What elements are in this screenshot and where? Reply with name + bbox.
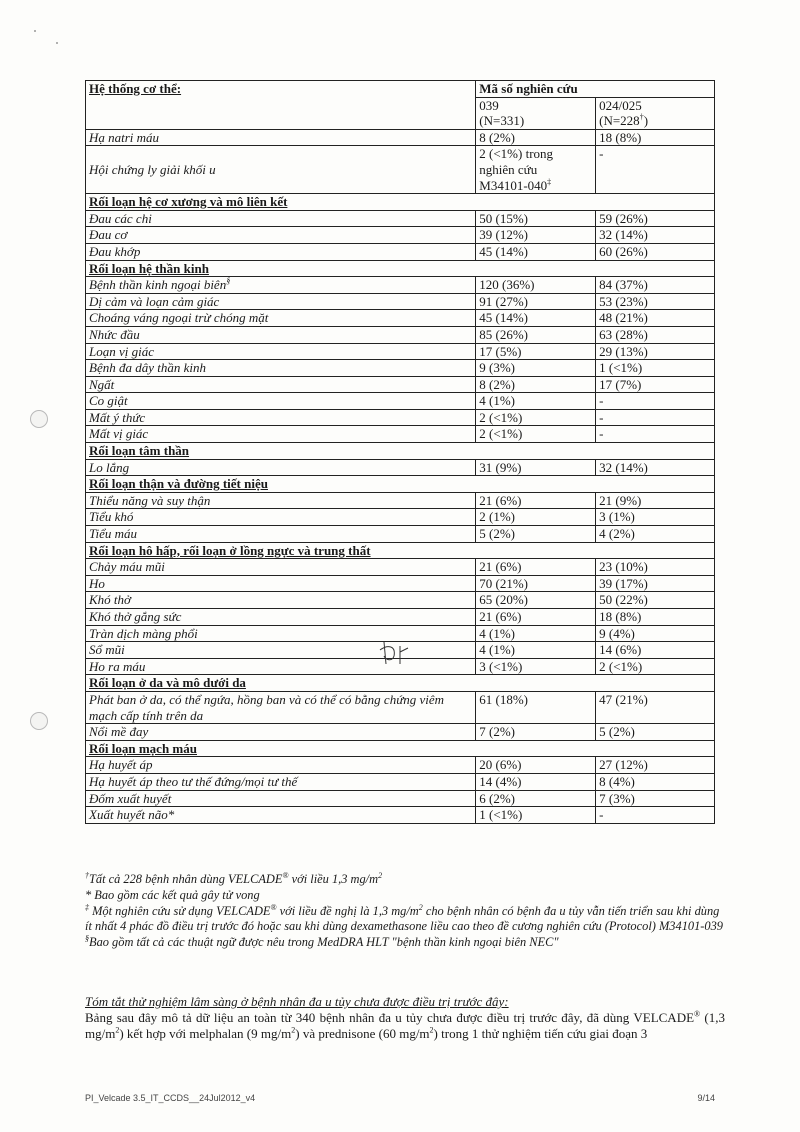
term-cell: Tiểu máu [86, 526, 476, 543]
value-cell: 20 (6%) [476, 757, 596, 774]
value-cell: 21 (9%) [596, 492, 715, 509]
summary-section [85, 994, 725, 1042]
table-row [86, 724, 715, 741]
value-cell: 91 (27%) [476, 293, 596, 310]
value-cell: 8 (2%) [476, 129, 596, 146]
value-cell: 1 (<1%) [596, 360, 715, 377]
value-cell: 63 (28%) [596, 326, 715, 343]
section-title: Rối loạn ở da và mô dưới da [86, 675, 715, 692]
table-row [86, 526, 715, 543]
table-row [86, 559, 715, 576]
term-cell: Ngất [86, 376, 476, 393]
section-title: Rối loạn hệ cơ xương và mô liên kết [86, 194, 715, 211]
footer-page-number: 9/14 [697, 1093, 715, 1103]
table-row [86, 227, 715, 244]
header-study-024-025: 024/025 (N=228†) [596, 97, 715, 129]
value-cell: 2 (1%) [476, 509, 596, 526]
section-header-row [86, 675, 715, 692]
term-cell: Đau cơ [86, 227, 476, 244]
table-row [86, 409, 715, 426]
value-cell: 48 (21%) [596, 310, 715, 327]
table-row [86, 757, 715, 774]
table-row [86, 790, 715, 807]
term-cell: Hạ natri máu [86, 129, 476, 146]
table-row [86, 426, 715, 443]
section-header-row [86, 260, 715, 277]
term-cell: Xuất huyết não* [86, 807, 476, 824]
term-cell: Nhức đầu [86, 326, 476, 343]
binder-hole-icon [30, 712, 48, 730]
section-title: Rối loạn mạch máu [86, 740, 715, 757]
term-cell: Choáng váng ngoại trừ chóng mặt [86, 310, 476, 327]
term-cell: Loạn vị giác [86, 343, 476, 360]
value-cell: 23 (10%) [596, 559, 715, 576]
summary-paragraph: Bảng sau đây mô tả dữ liệu an toàn từ 340 bệnh nhân đa u tủy chưa được điều trị trước đây, đã dùng VELCADE® (1,3 $mg/m^2$) kết hợp với melphalan (9 $mg/m^2$) và prednisone (60 $mg/m^2$) trong 1 thử nghiệm tiến cứu giai đoạn 3 [85, 1009, 725, 1041]
table-row [86, 326, 715, 343]
term-cell: Thiểu năng và suy thận [86, 492, 476, 509]
footnote-double-dagger: ‡ Một nghiên cứu sử dụng VELCADE® với liều đề nghị là 1,3 $mg/m^2$ cho bệnh nhân có bệnh đa u tủy vẫn tiến triển sau khi dùng ít nhất 4 phác đồ điều trị trước đó hoặc sau khi dùng dexamethasone liều cao theo đề cương nghiên cứu (Protocol) M34101-039 [85, 902, 723, 934]
section-title: Rối loạn hệ thần kinh [86, 260, 715, 277]
value-cell: 70 (21%) [476, 575, 596, 592]
value-cell: 29 (13%) [596, 343, 715, 360]
value-cell: 4 (1%) [476, 625, 596, 642]
value-cell: 61 (18%) [476, 691, 596, 723]
value-cell: 59 (26%) [596, 210, 715, 227]
adverse-events-table [85, 80, 715, 824]
table-row [86, 807, 715, 824]
term-cell: Đau khớp [86, 243, 476, 260]
value-cell: 32 (14%) [596, 227, 715, 244]
term-cell: Sổ mũi [86, 642, 476, 659]
table-row [86, 360, 715, 377]
term-cell: Ho [86, 575, 476, 592]
term-cell: Bệnh đa dây thần kinh [86, 360, 476, 377]
term-cell: Tiểu khó [86, 509, 476, 526]
term-cell: Đốm xuất huyết [86, 790, 476, 807]
scan-speck [56, 42, 58, 44]
table-row [86, 509, 715, 526]
term-cell: Tràn dịch màng phổi [86, 625, 476, 642]
term-cell: Mất vị giác [86, 426, 476, 443]
footer-document-id: PI_Velcade 3.5_IT_CCDS__24Jul2012_v4 [85, 1093, 256, 1103]
table-row [86, 129, 715, 146]
table-row [86, 310, 715, 327]
value-cell: 9 (4%) [596, 625, 715, 642]
value-cell: 5 (2%) [596, 724, 715, 741]
table-row [86, 575, 715, 592]
section-header-row [86, 194, 715, 211]
table-row [86, 293, 715, 310]
term-cell: Hội chứng ly giải khối u [86, 146, 476, 194]
footnote-section: §Bao gồm tất cả các thuật ngữ được nêu trong MedDRA HLT "bệnh thần kinh ngoại biên NEC" [85, 934, 559, 950]
value-cell: 14 (6%) [596, 642, 715, 659]
header-body-system: Hệ thống cơ thể: [86, 81, 476, 130]
value-cell: 4 (1%) [476, 393, 596, 410]
value-cell: 8 (2%) [476, 376, 596, 393]
term-cell: Phát ban ở da, có thể ngứa, hồng ban và có thể có bằng chứng viêm mạch cấp tính trên da [86, 691, 476, 723]
section-header-row [86, 542, 715, 559]
table-row [86, 343, 715, 360]
term-cell: Dị cảm và loạn cảm giác [86, 293, 476, 310]
handwritten-mark-icon [378, 636, 412, 668]
table-row [86, 243, 715, 260]
term-cell: Co giật [86, 393, 476, 410]
term-cell: Khó thở [86, 592, 476, 609]
table-row [86, 146, 715, 194]
footnote-star: * Bao gồm các kết quả gây tử vong [85, 887, 260, 902]
value-cell: 45 (14%) [476, 243, 596, 260]
value-cell: 3 (1%) [596, 509, 715, 526]
value-cell: 31 (9%) [476, 459, 596, 476]
term-cell: Mất ý thức [86, 409, 476, 426]
table-row [86, 210, 715, 227]
section-header-row [86, 476, 715, 493]
value-cell: 2 (<1%) [596, 658, 715, 675]
value-cell: 4 (2%) [596, 526, 715, 543]
term-cell: Hạ huyết áp [86, 757, 476, 774]
scan-speck [34, 30, 36, 32]
section-title: Rối loạn hô hấp, rối loạn ở lồng ngực và trung thất [86, 542, 715, 559]
term-cell: Khó thở gắng sức [86, 609, 476, 626]
table-row [86, 592, 715, 609]
value-cell: 32 (14%) [596, 459, 715, 476]
value-cell: 17 (5%) [476, 343, 596, 360]
footnote-dagger: †Tất cả 228 bệnh nhân dùng VELCADE® với liều 1,3 $mg/m^2$ [85, 870, 383, 886]
value-cell: 47 (21%) [596, 691, 715, 723]
value-cell: 4 (1%) [476, 642, 596, 659]
term-cell: Đau các chi [86, 210, 476, 227]
value-cell: 39 (12%) [476, 227, 596, 244]
value-cell: 2 (<1%) [476, 409, 596, 426]
binder-hole-icon [30, 410, 48, 428]
value-cell: 5 (2%) [476, 526, 596, 543]
value-cell: 50 (22%) [596, 592, 715, 609]
value-cell: 7 (2%) [476, 724, 596, 741]
value-cell: 8 (4%) [596, 773, 715, 790]
section-title: Rối loạn thận và đường tiết niệu [86, 476, 715, 493]
term-cell: Bệnh thần kinh ngoại biên§ [86, 277, 476, 294]
value-cell: 2 (<1%) trong nghiên cứu M34101-040‡ [476, 146, 596, 194]
term-cell: Nổi mề đay [86, 724, 476, 741]
term-cell: Ho ra máu [86, 658, 476, 675]
value-cell: 21 (6%) [476, 609, 596, 626]
table-row [86, 609, 715, 626]
value-cell: - [596, 393, 715, 410]
section-header-row [86, 443, 715, 460]
value-cell: 9 (3%) [476, 360, 596, 377]
value-cell: 45 (14%) [476, 310, 596, 327]
value-cell: 2 (<1%) [476, 426, 596, 443]
term-cell: Lo lắng [86, 459, 476, 476]
value-cell: 21 (6%) [476, 492, 596, 509]
table-row [86, 277, 715, 294]
value-cell: - [596, 409, 715, 426]
value-cell: 27 (12%) [596, 757, 715, 774]
value-cell: 65 (20%) [476, 592, 596, 609]
value-cell: 120 (36%) [476, 277, 596, 294]
value-cell: - [596, 426, 715, 443]
table-row [86, 393, 715, 410]
value-cell: 18 (8%) [596, 609, 715, 626]
table-row [86, 459, 715, 476]
value-cell: - [596, 146, 715, 194]
value-cell: 1 (<1%) [476, 807, 596, 824]
value-cell: 21 (6%) [476, 559, 596, 576]
header-study-code: Mã số nghiên cứu [476, 81, 715, 98]
table-row [86, 376, 715, 393]
value-cell: 3 (<1%) [476, 658, 596, 675]
table-header-row [86, 81, 715, 98]
value-cell: 7 (3%) [596, 790, 715, 807]
value-cell: 60 (26%) [596, 243, 715, 260]
summary-title: Tóm tắt thử nghiệm lâm sàng ở bệnh nhân đa u tủy chưa được điều trị trước đây: [85, 994, 509, 1009]
section-title: Rối loạn tâm thần [86, 443, 715, 460]
value-cell: 85 (26%) [476, 326, 596, 343]
value-cell: - [596, 807, 715, 824]
table-footnotes [85, 872, 725, 951]
value-cell: 53 (23%) [596, 293, 715, 310]
table-row [86, 492, 715, 509]
table-row [86, 773, 715, 790]
value-cell: 6 (2%) [476, 790, 596, 807]
header-study-039: 039 (N=331) [476, 97, 596, 129]
value-cell: 18 (8%) [596, 129, 715, 146]
value-cell: 39 (17%) [596, 575, 715, 592]
table-row [86, 691, 715, 723]
section-header-row [86, 740, 715, 757]
value-cell: 50 (15%) [476, 210, 596, 227]
value-cell: 14 (4%) [476, 773, 596, 790]
term-cell: Hạ huyết áp theo tư thế đứng/mọi tư thế [86, 773, 476, 790]
value-cell: 84 (37%) [596, 277, 715, 294]
term-cell: Chảy máu mũi [86, 559, 476, 576]
value-cell: 17 (7%) [596, 376, 715, 393]
